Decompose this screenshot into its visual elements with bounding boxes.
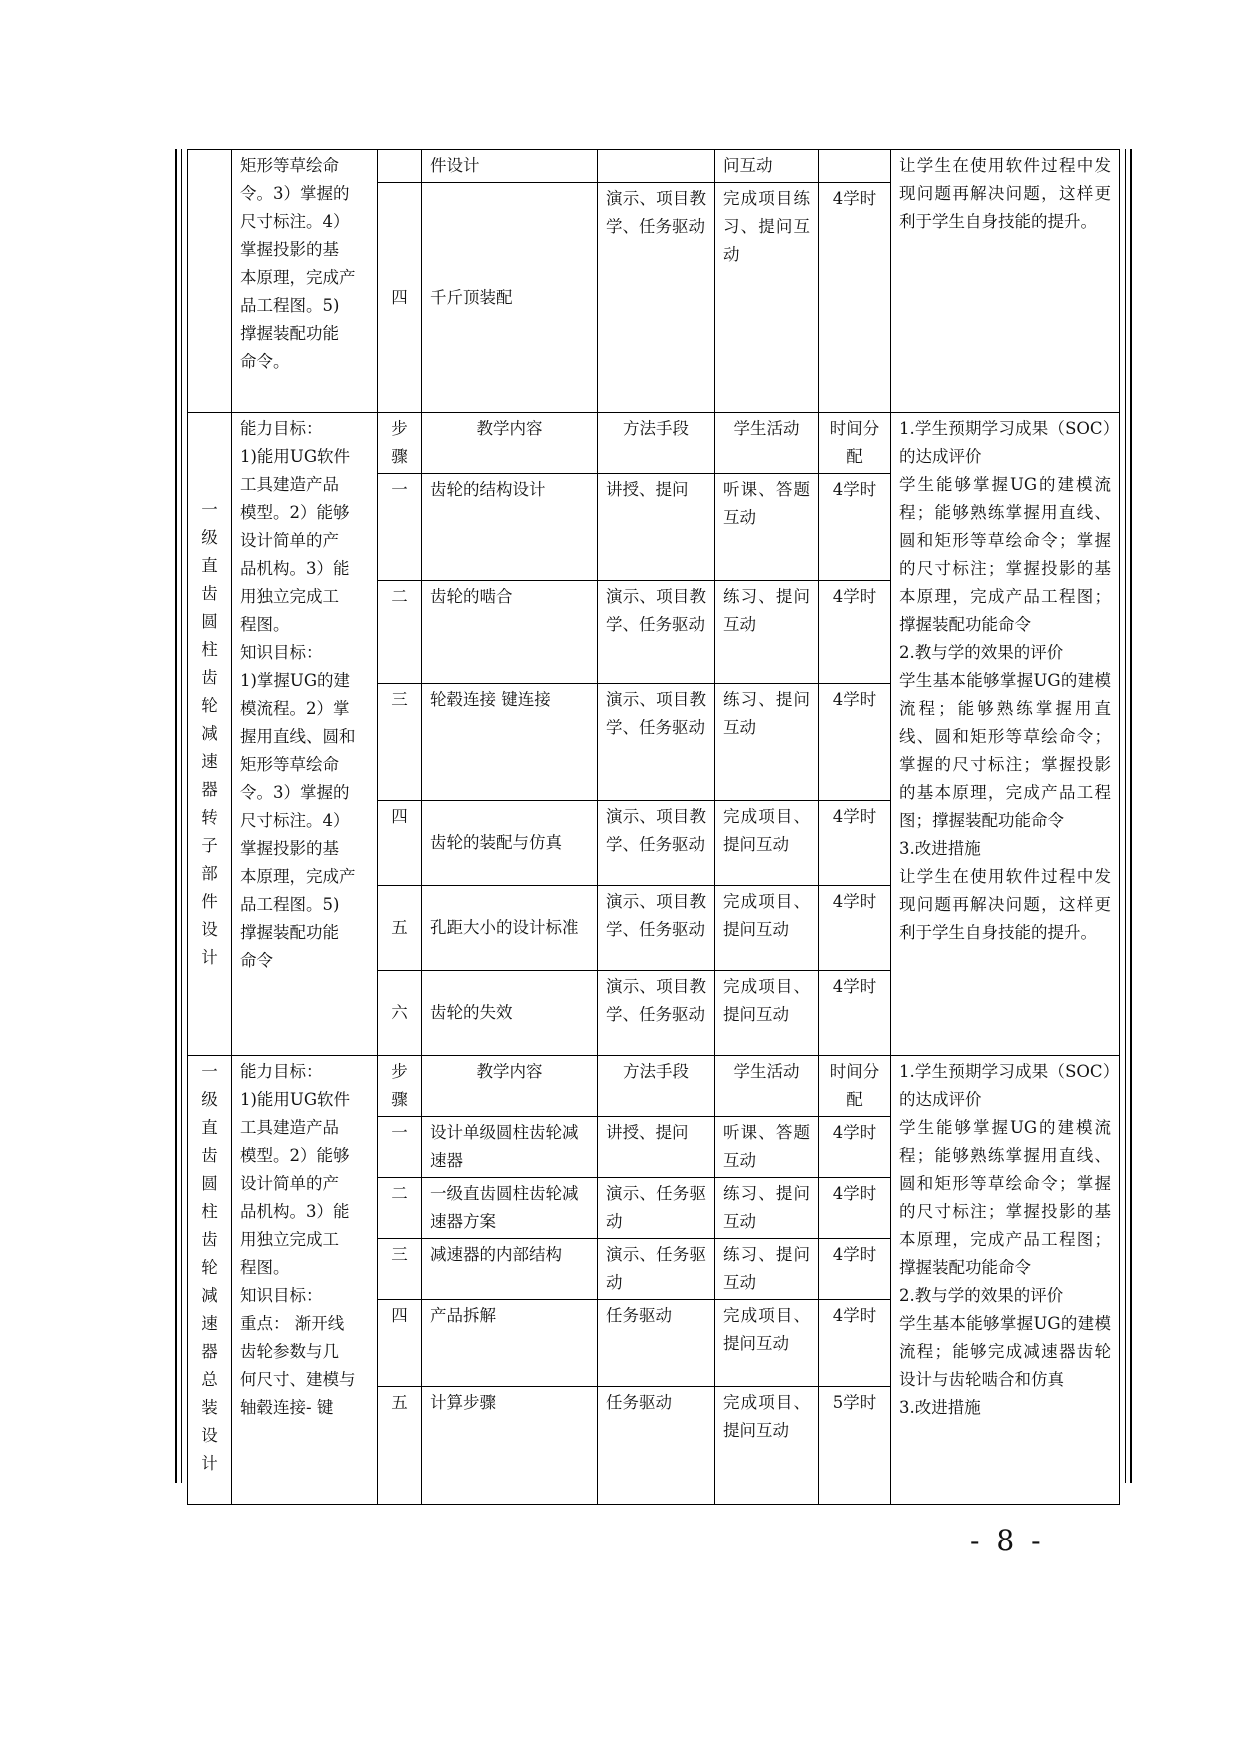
objective-line: 齿轮参数与几 xyxy=(240,1342,339,1361)
module-title-char: 圆 xyxy=(201,612,218,631)
objective-line: 令。3）掌握的 xyxy=(240,783,350,802)
evaluation-paragraph: 学生基本能够掌握UG的建模流程；能够熟练掌握用直线、圆和矩形等草绘命令；掌握的尺寸标注；掌握投影的基本原理，完成产品工程图；撑握装配功能命令 xyxy=(899,671,1111,830)
block2-row2-step: 二 xyxy=(378,581,422,684)
objective-line: 程图。 xyxy=(240,1258,290,1277)
block3-header-content: 教学内容 xyxy=(422,1056,598,1117)
block2-row1-method: 讲授、提问 xyxy=(598,474,715,581)
objective-line: 知识目标： xyxy=(240,643,323,662)
module-title-char: 速 xyxy=(201,752,218,771)
module-title-char: 总 xyxy=(201,1370,218,1389)
objective-line: 用独立完成工 xyxy=(240,1230,339,1249)
block3-row3-method: 演示、任务驱动 xyxy=(598,1239,715,1300)
block2-row4-step: 四 xyxy=(378,801,422,886)
objective-line: 设计简单的产 xyxy=(240,531,339,550)
block3-evaluation-text xyxy=(899,1058,1111,1422)
block1-activity: 完成项目练习、提问互动 xyxy=(715,183,819,413)
objective-line: 设计简单的产 xyxy=(240,1174,339,1193)
block2-row4-method: 演示、项目教学、任务驱动 xyxy=(598,801,715,886)
block3-row3-activity: 练习、提问互动 xyxy=(715,1239,819,1300)
block2-evaluation-text xyxy=(899,415,1111,947)
page-number: - 8 - xyxy=(970,1524,1045,1557)
objective-line: 命令 xyxy=(240,951,273,970)
block3-row4-step: 四 xyxy=(378,1300,422,1387)
module-title-char: 减 xyxy=(201,1286,218,1305)
objective-line: 模型。2）能够 xyxy=(240,503,350,522)
block2-row3-step: 三 xyxy=(378,684,422,801)
block1-row-top xyxy=(188,150,1120,183)
objective-line: 本原理，完成产 xyxy=(240,867,356,886)
block3-row1-time: 4学时 xyxy=(819,1117,891,1178)
block1-top-method xyxy=(598,150,715,183)
block1-top-time xyxy=(819,150,891,183)
module-title-char: 一 xyxy=(201,1062,218,1081)
module-title-char: 齿 xyxy=(201,584,218,603)
block2-row2-activity: 练习、提问互动 xyxy=(715,581,819,684)
module-title-char: 直 xyxy=(201,1118,218,1137)
module-title-char: 装 xyxy=(201,1398,218,1417)
module-title-char: 件 xyxy=(201,892,218,911)
objective-line: 能力目标： xyxy=(240,1062,323,1081)
block3-row2-content: 一级直齿圆柱齿轮减速器方案 xyxy=(422,1178,598,1239)
block1-top-step xyxy=(378,150,422,183)
block2-row4-activity: 完成项目、提问互动 xyxy=(715,801,819,886)
block3-row5-activity: 完成项目、提问互动 xyxy=(715,1387,819,1505)
module-title-char: 子 xyxy=(201,836,218,855)
block2-module-title-text xyxy=(196,496,223,972)
block1-top-activity: 问互动 xyxy=(715,150,819,183)
block2-row5-method: 演示、项目教学、任务驱动 xyxy=(598,886,715,971)
block3-header-time: 时间分配 xyxy=(819,1056,891,1117)
objective-line: 命令。 xyxy=(240,352,290,371)
objective-line: 1)能用UG软件 xyxy=(240,447,351,466)
block2-row3-content: 轮毂连接 键连接 xyxy=(422,684,598,801)
evaluation-paragraph: 2.教与学的效果的评价 xyxy=(899,1286,1064,1305)
module-title-char: 减 xyxy=(201,724,218,743)
block2-row6-activity: 完成项目、提问互动 xyxy=(715,971,819,1056)
block1-evaluation: 让学生在使用软件过程中发现问题再解决问题，这样更利于学生自身技能的提升。 xyxy=(891,150,1120,413)
block2-header-method: 方法手段 xyxy=(598,413,715,474)
block3-objectives xyxy=(232,1056,378,1505)
block3-header-row xyxy=(188,1056,1120,1117)
block3-row2-step: 二 xyxy=(378,1178,422,1239)
module-title-char: 器 xyxy=(201,780,218,799)
module-title-char: 轮 xyxy=(201,1258,218,1277)
block2-row2-method: 演示、项目教学、任务驱动 xyxy=(598,581,715,684)
block2-row6-method: 演示、项目教学、任务驱动 xyxy=(598,971,715,1056)
block3-header-method: 方法手段 xyxy=(598,1056,715,1117)
block2-row5-activity: 完成项目、提问互动 xyxy=(715,886,819,971)
block3-module-title-text xyxy=(196,1058,223,1478)
block3-row1-method: 讲授、提问 xyxy=(598,1117,715,1178)
evaluation-paragraph: 学生基本能够掌握UG的建模流程；能够完成减速器齿轮设计与齿轮啮合和仿真 xyxy=(899,1314,1111,1389)
block1-step: 四 xyxy=(378,183,422,413)
objective-line: 程图。 xyxy=(240,615,290,634)
objective-line: 本原理，完成产 xyxy=(240,268,356,287)
block3-row1-activity: 听课、答题互动 xyxy=(715,1117,819,1178)
objective-line: 尺寸标注。4） xyxy=(240,811,350,830)
block2-row6-content: 齿轮的失效 xyxy=(422,971,598,1056)
evaluation-paragraph: 让学生在使用软件过程中发现问题再解决问题，这样更利于学生自身技能的提升。 xyxy=(899,867,1111,942)
objective-line: 撑握装配功能 xyxy=(240,324,339,343)
objective-line: 矩形等草绘命 xyxy=(240,156,339,175)
evaluation-paragraph: 1.学生预期学习成果（SOC）的达成评价 xyxy=(899,419,1111,466)
block2-row6-time: 4学时 xyxy=(819,971,891,1056)
block3-header-activity: 学生活动 xyxy=(715,1056,819,1117)
objective-line: 模型。2）能够 xyxy=(240,1146,350,1165)
objective-line: 知识目标： xyxy=(240,1286,323,1305)
module-title-char: 计 xyxy=(201,948,218,967)
module-title-char: 设 xyxy=(201,1426,218,1445)
objective-line: 重点： 渐开线 xyxy=(240,1314,345,1333)
module-title-char: 直 xyxy=(201,556,218,575)
block3-row3-step: 三 xyxy=(378,1239,422,1300)
block3-row2-time: 4学时 xyxy=(819,1178,891,1239)
block3-row1-content: 设计单级圆柱齿轮减速器 xyxy=(422,1117,598,1178)
block1-objective-lines xyxy=(240,152,369,376)
objective-line: 能力目标： xyxy=(240,419,323,438)
module-title-char: 一 xyxy=(201,500,218,519)
block2-row5-time: 4学时 xyxy=(819,886,891,971)
block3-header-step: 步骤 xyxy=(378,1056,422,1117)
block3-row2-method: 演示、任务驱动 xyxy=(598,1178,715,1239)
objective-line: 尺寸标注。4） xyxy=(240,212,350,231)
module-title-char: 设 xyxy=(201,920,218,939)
block1-objectives xyxy=(232,150,378,413)
evaluation-paragraph: 3.改进措施 xyxy=(899,839,981,858)
module-title-char: 圆 xyxy=(201,1174,218,1193)
block3-row3-content: 减速器的内部结构 xyxy=(422,1239,598,1300)
block3-row4-method: 任务驱动 xyxy=(598,1300,715,1387)
evaluation-paragraph: 1.学生预期学习成果（SOC）的达成评价 xyxy=(899,1062,1111,1109)
block2-row5-step: 五 xyxy=(378,886,422,971)
block2-row3-time: 4学时 xyxy=(819,684,891,801)
objective-line: 品机构。3）能 xyxy=(240,559,350,578)
block2-row3-activity: 练习、提问互动 xyxy=(715,684,819,801)
block2-row5-content: 孔距大小的设计标准 xyxy=(422,886,598,971)
block1-top-content: 件设计 xyxy=(422,150,598,183)
block2-module-title xyxy=(188,413,232,1056)
block3-objective-lines xyxy=(240,1058,369,1422)
block3-row4-activity: 完成项目、提问互动 xyxy=(715,1300,819,1387)
block3-row1-step: 一 xyxy=(378,1117,422,1178)
block3-row5-step: 五 xyxy=(378,1387,422,1505)
block1-method: 演示、项目教学、任务驱动 xyxy=(598,183,715,413)
course-design-table xyxy=(187,149,1120,1505)
objective-line: 品机构。3）能 xyxy=(240,1202,350,1221)
block2-row1-step: 一 xyxy=(378,474,422,581)
objective-line: 轴毂连接- 键 xyxy=(240,1398,334,1417)
objective-line: 何尺寸、建模与 xyxy=(240,1370,356,1389)
objective-line: 工具建造产品 xyxy=(240,475,339,494)
module-title-char: 速 xyxy=(201,1314,218,1333)
block1-content: 千斤顶装配 xyxy=(422,183,598,413)
block3-row5-method: 任务驱动 xyxy=(598,1387,715,1505)
block2-header-row xyxy=(188,413,1120,474)
module-title-char: 齿 xyxy=(201,1230,218,1249)
block2-row1-time: 4学时 xyxy=(819,474,891,581)
objective-line: 工具建造产品 xyxy=(240,1118,339,1137)
block2-objectives xyxy=(232,413,378,1056)
module-title-char: 柱 xyxy=(201,1202,218,1221)
block2-row2-content: 齿轮的啮合 xyxy=(422,581,598,684)
block3-evaluation xyxy=(891,1056,1120,1505)
objective-line: 品工程图。5) xyxy=(240,895,340,914)
block2-header-content: 教学内容 xyxy=(422,413,598,474)
evaluation-paragraph: 学生能够掌握UG的建模流程；能够熟练掌握用直线、圆和矩形等草绘命令；掌握的尺寸标注；掌握投影的基本原理，完成产品工程图；撑握装配功能命令 xyxy=(899,1118,1111,1277)
module-title-char: 转 xyxy=(201,808,218,827)
evaluation-paragraph: 3.改进措施 xyxy=(899,1398,981,1417)
block2-row4-content: 齿轮的装配与仿真 xyxy=(422,801,598,886)
module-title-char: 级 xyxy=(201,528,218,547)
block3-row3-time: 4学时 xyxy=(819,1239,891,1300)
module-title-char: 齿 xyxy=(201,668,218,687)
block3-row4-time: 4学时 xyxy=(819,1300,891,1387)
module-title-char: 柱 xyxy=(201,640,218,659)
block2-row4-time: 4学时 xyxy=(819,801,891,886)
frame-inner-left xyxy=(181,149,182,1483)
block2-objective-lines xyxy=(240,415,369,975)
evaluation-paragraph: 2.教与学的效果的评价 xyxy=(899,643,1064,662)
block2-row1-activity: 听课、答题互动 xyxy=(715,474,819,581)
block3-module-title xyxy=(188,1056,232,1505)
block2-header-activity: 学生活动 xyxy=(715,413,819,474)
objective-line: 用独立完成工 xyxy=(240,587,339,606)
block2-header-time: 时间分配 xyxy=(819,413,891,474)
block3-row4-content: 产品拆解 xyxy=(422,1300,598,1387)
module-title-char: 计 xyxy=(201,1454,218,1473)
block2-row3-method: 演示、项目教学、任务驱动 xyxy=(598,684,715,801)
block2-header-step: 步骤 xyxy=(378,413,422,474)
block2-row2-time: 4学时 xyxy=(819,581,891,684)
objective-line: 撑握装配功能 xyxy=(240,923,339,942)
objective-line: 掌握投影的基 xyxy=(240,240,339,259)
evaluation-paragraph: 学生能够掌握UG的建模流程；能够熟练掌握用直线、圆和矩形等草绘命令；掌握的尺寸标注；掌握投影的基本原理，完成产品工程图；撑握装配功能命令 xyxy=(899,475,1111,634)
block3-row5-time: 5学时 xyxy=(819,1387,891,1505)
module-title-char: 器 xyxy=(201,1342,218,1361)
module-title-char: 轮 xyxy=(201,696,218,715)
block1-module-cell xyxy=(188,150,232,413)
frame-inner-right xyxy=(1125,149,1126,1483)
objective-line: 握用直线、圆和 xyxy=(240,727,356,746)
block2-row1-content: 齿轮的结构设计 xyxy=(422,474,598,581)
objective-line: 1)能用UG软件 xyxy=(240,1090,351,1109)
objective-line: 1)掌握UG的建 xyxy=(240,671,351,690)
block1-time: 4学时 xyxy=(819,183,891,413)
block3-row5-content: 计算步骤 xyxy=(422,1387,598,1505)
objective-line: 矩形等草绘命 xyxy=(240,755,339,774)
block2-row6-step: 六 xyxy=(378,971,422,1056)
module-title-char: 级 xyxy=(201,1090,218,1109)
block2-evaluation xyxy=(891,413,1120,1056)
objective-line: 令。3）掌握的 xyxy=(240,184,350,203)
objective-line: 掌握投影的基 xyxy=(240,839,339,858)
objective-line: 模流程。2）掌 xyxy=(240,699,350,718)
module-title-char: 部 xyxy=(201,864,218,883)
block3-row2-activity: 练习、提问互动 xyxy=(715,1178,819,1239)
objective-line: 品工程图。5) xyxy=(240,296,340,315)
module-title-char: 齿 xyxy=(201,1146,218,1165)
